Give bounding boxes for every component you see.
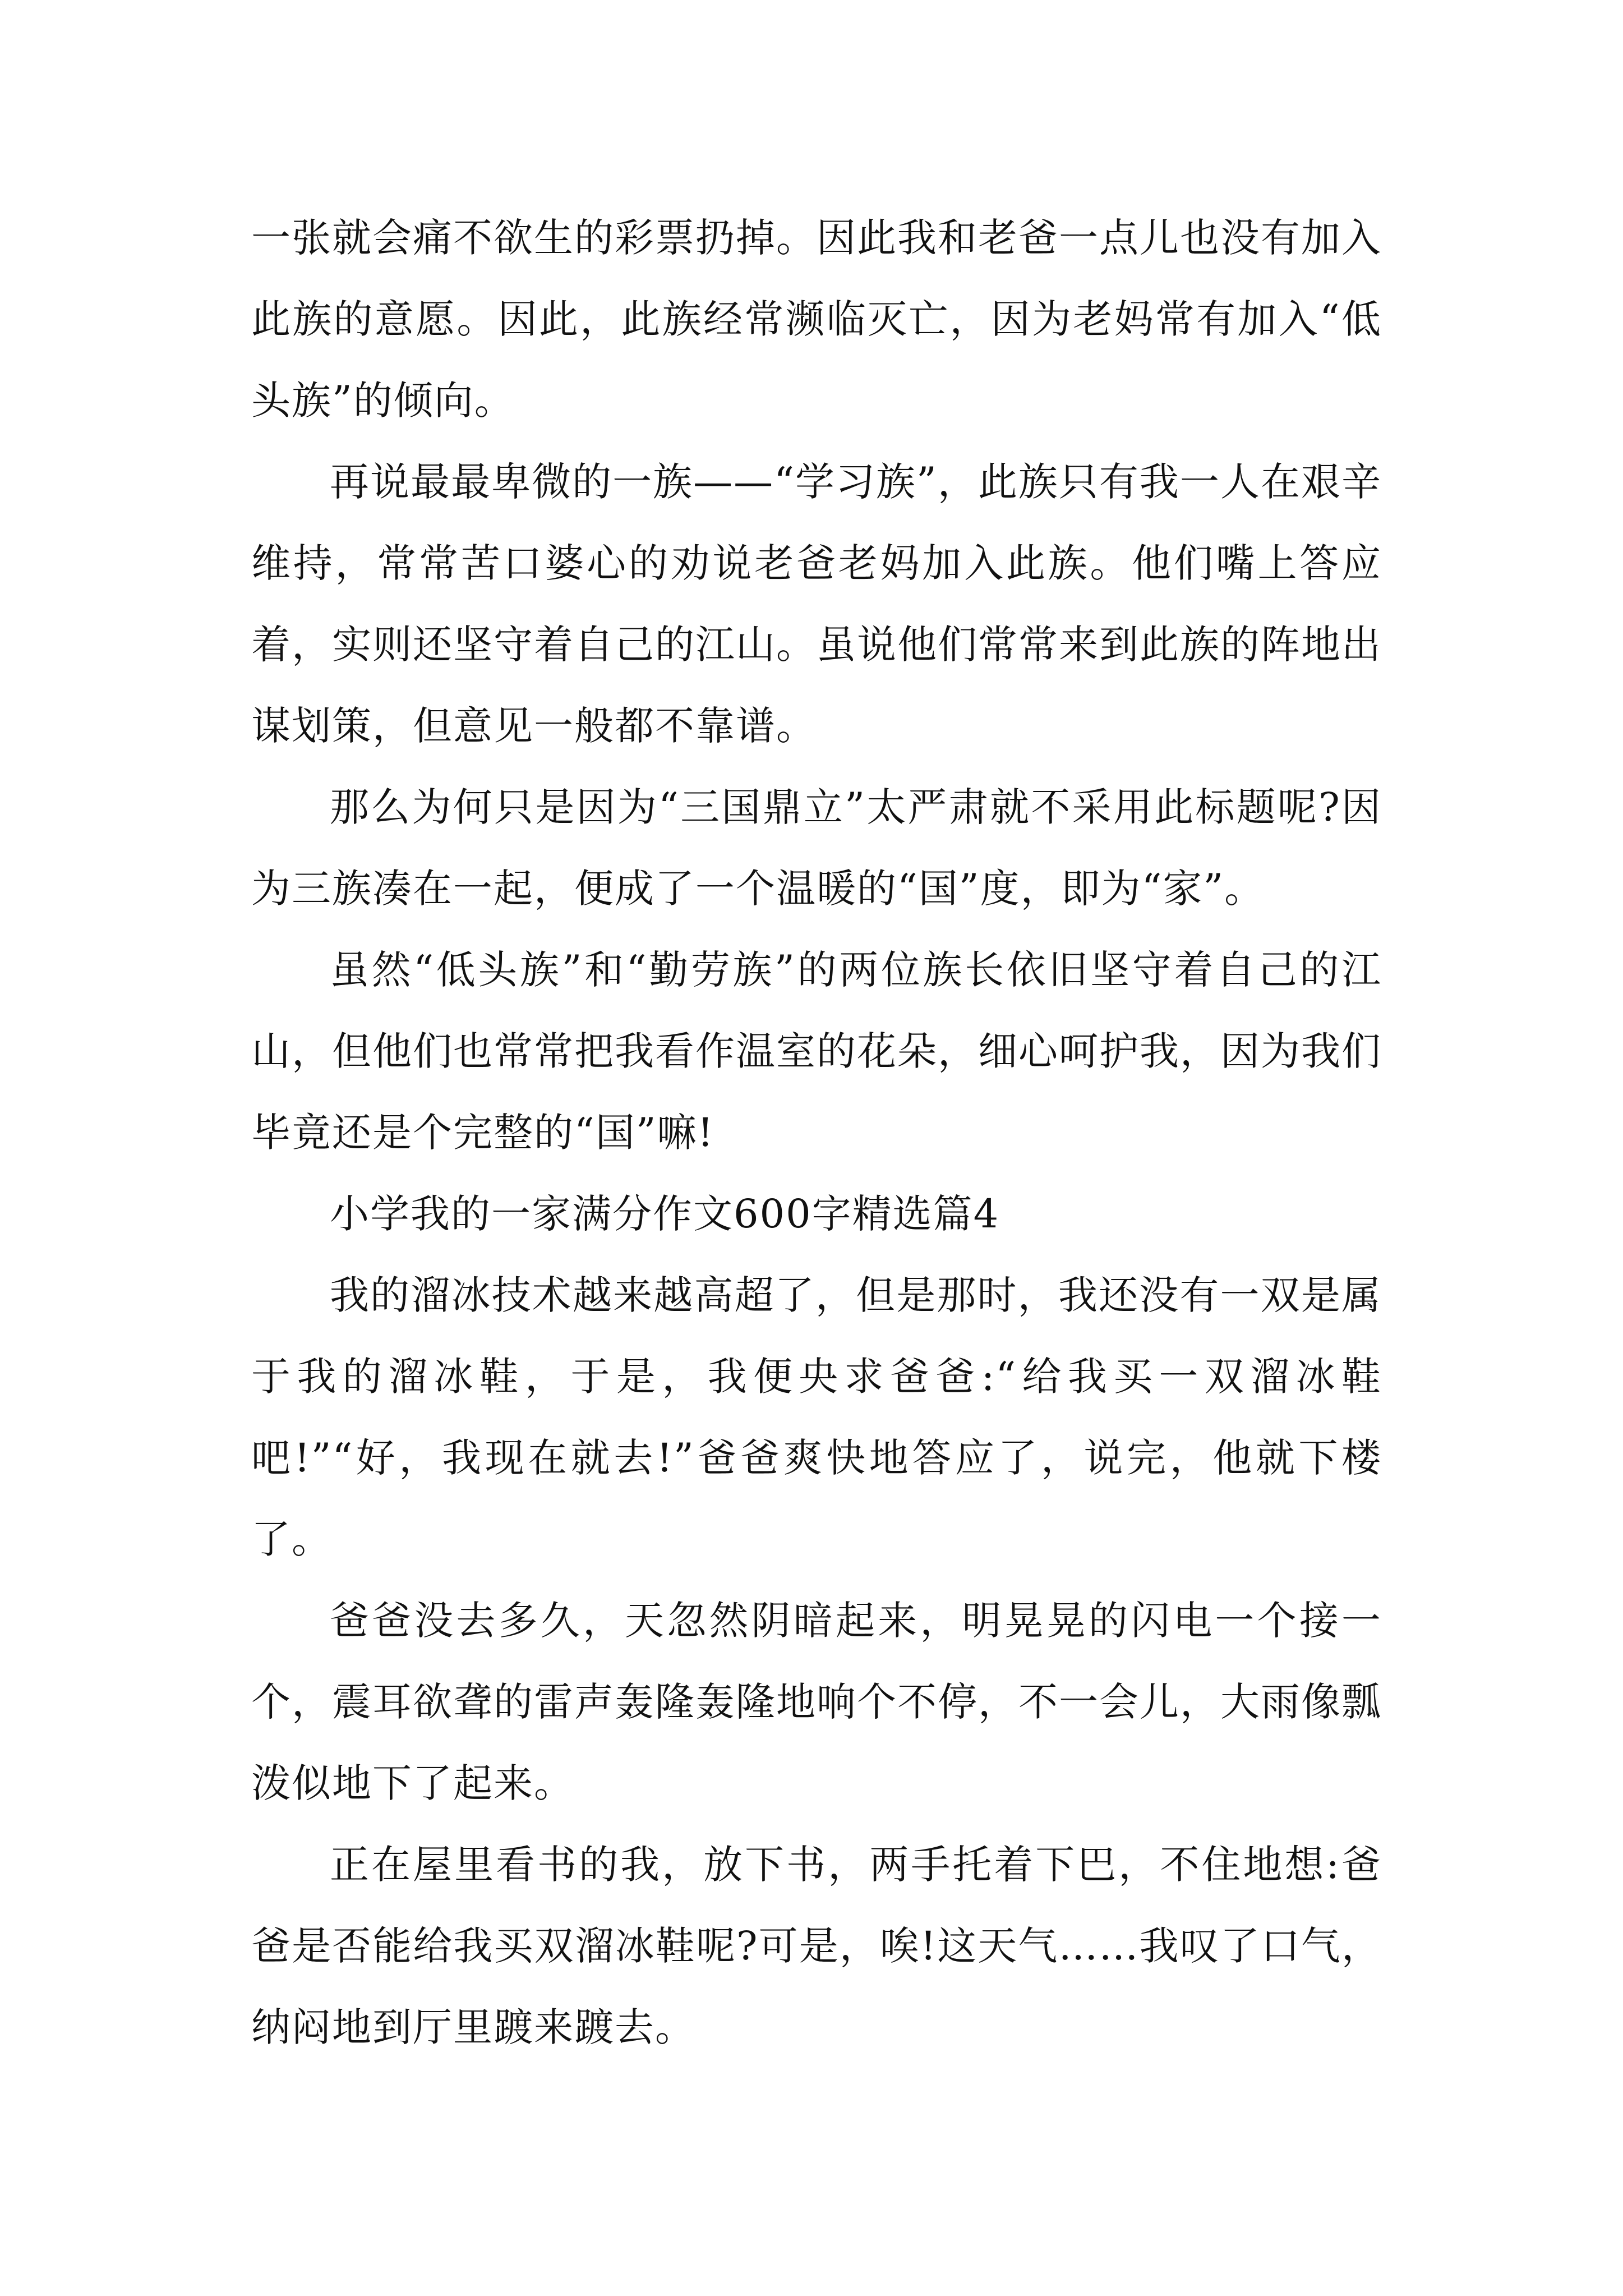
paragraph: 虽然“低头族”和“勤劳族”的两位族长依旧坚守着自己的江山，但他们也常常把我看作温室的花朵，细心呵护我，因为我们毕竟还是个完整的“国”嘛! [251,947,1382,1156]
paragraph: 我的溜冰技术越来越高超了，但是那时，我还没有一双是属于我的溜冰鞋，于是，我便央求爸爸:“给我买一双溜冰鞋吧!”“好，我现在就去!”爸爸爽快地答应了，说完，他就下楼了。 [251,1272,1382,1562]
paragraph-continuation: 一张就会痛不欲生的彩票扔掉。因此我和老爸一点儿也没有加入此族的意愿。因此，此族经常濒临灭亡，因为老妈常有加入“低头族”的倾向。 [251,215,1382,424]
paragraph: 再说最最卑微的一族——“学习族”，此族只有我一人在艰辛维持，常常苦口婆心的劝说老爸老妈加入此族。他们嘴上答应着，实则还坚守着自己的江山。虽说他们常常来到此族的阵地出谋划策，但意见一般都不靠谱。 [251,459,1382,749]
document-body [251,197,1382,2068]
paragraph: 正在屋里看书的我，放下书，两手托着下巴，不住地想:爸爸是否能给我买双溜冰鞋呢?可是，唉!这天气……我叹了口气，纳闷地到厅里踱来踱去。 [251,1842,1382,2050]
paragraph: 爸爸没去多久，天忽然阴暗起来，明晃晃的闪电一个接一个，震耳欲聋的雷声轰隆轰隆地响个不停，不一会儿，大雨像瓢泼似地下了起来。 [251,1598,1382,1806]
paragraph: 那么为何只是因为“三国鼎立”太严肃就不采用此标题呢?因为三族凑在一起，便成了一个温暖的“国”度，即为“家”。 [251,784,1382,912]
section-heading: 小学我的一家满分作文600字精选篇4 [330,1191,1000,1237]
